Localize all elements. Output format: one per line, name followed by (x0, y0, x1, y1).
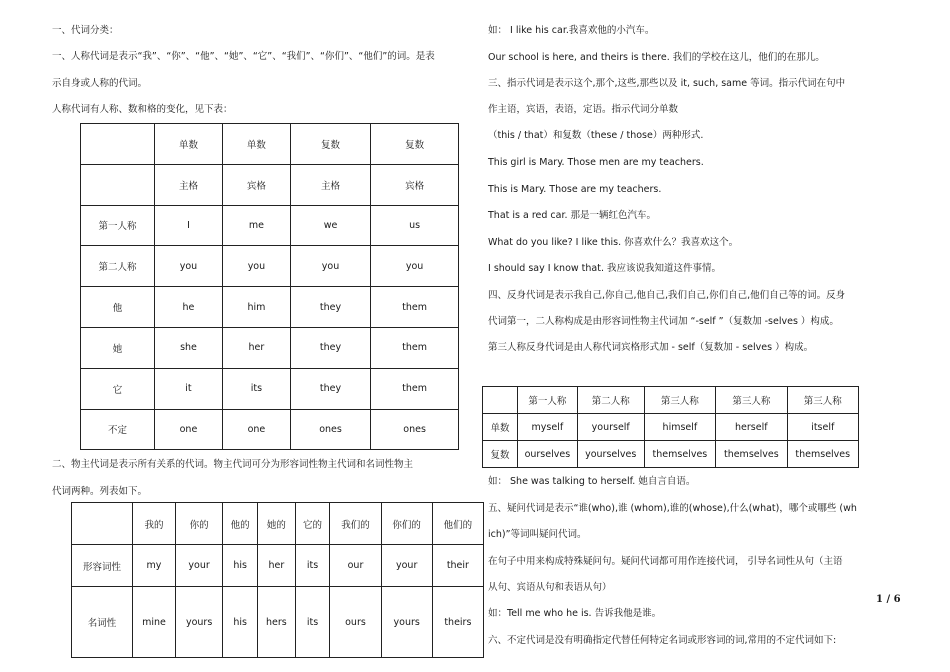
table-row (483, 441, 859, 468)
table-cell: 主格 (290, 164, 370, 205)
table-cell: 主格 (155, 164, 223, 205)
table-cell: it (155, 368, 223, 409)
table-cell: 我们的 (330, 503, 381, 545)
table-cell: one (222, 409, 290, 450)
table-cell: they (290, 368, 370, 409)
table-row (483, 414, 859, 441)
paragraph-personal-line-2: 示自身或人称的代词。 (52, 78, 148, 89)
table-cell: hers (258, 587, 296, 658)
table-cell: me (222, 205, 290, 246)
table-cell: 名词性 (72, 587, 133, 658)
table-cell: them (371, 327, 459, 368)
table-cell: ourselves (518, 441, 578, 468)
table-row (81, 164, 459, 205)
right-paragraph-line: What do you like? I like this. 你喜欢什么？我喜欢这个。 (488, 237, 739, 248)
table-cell: them (371, 287, 459, 328)
table-cell: 你的 (175, 503, 222, 545)
table-cell: yours (381, 587, 432, 658)
personal-pronoun-table (80, 123, 459, 450)
right-paragraph-line: 如：Tell me who he is. 告诉我他是谁。 (488, 608, 662, 619)
table-cell: we (290, 205, 370, 246)
right-paragraph-line: 如： I like his car.我喜欢他的小汽车。 (488, 25, 655, 36)
table-row (81, 205, 459, 246)
table-cell: himself (644, 414, 715, 441)
table-row (483, 387, 859, 414)
right-paragraph-line: 三、指示代词是表示这个,那个,这些,那些以及 it, such, same 等词。指示代词在句中 (488, 78, 846, 89)
table-cell: themselves (644, 441, 715, 468)
table-row (81, 246, 459, 287)
page-number: 1 / 6 (876, 594, 901, 605)
table-cell: yours (175, 587, 222, 658)
table-cell: mine (133, 587, 176, 658)
table-cell: 不定 (81, 409, 155, 450)
table-cell: 他们的 (432, 503, 483, 545)
right-paragraph-line: Our school is here, and theirs is there. 我们的学校在这儿，他们的在那儿。 (488, 52, 825, 63)
table-cell: 单数 (483, 414, 518, 441)
table-cell: she (155, 327, 223, 368)
right-paragraph-line: 第三人称反身代词是由人称代词宾格形式加 - self（复数加 - selves ）构成。 (488, 342, 814, 353)
table-cell: 单数 (155, 124, 223, 165)
table-cell: 它的 (295, 503, 330, 545)
right-paragraph-line: 代词第一，二人称构成是由形容词性物主代词加 “-self ”（复数加 -selves ）构成。 (488, 316, 839, 327)
table-cell: you (371, 246, 459, 287)
right-paragraph-line: 四、反身代词是表示我自己,你自己,他自己,我们自己,你们自己,他们自己等的词。反身 (488, 290, 846, 301)
table-cell: 第一人称 (518, 387, 578, 414)
table-cell (81, 164, 155, 205)
table-cell: they (290, 327, 370, 368)
table-cell: 第三人称 (716, 387, 787, 414)
table-cell: 它 (81, 368, 155, 409)
table-cell: 第三人称 (644, 387, 715, 414)
table-cell: 他的 (223, 503, 258, 545)
table-cell: 她的 (258, 503, 296, 545)
table-cell: ones (371, 409, 459, 450)
table-cell: 宾格 (222, 164, 290, 205)
table-cell: 第二人称 (81, 246, 155, 287)
table-cell: my (133, 545, 176, 587)
table-cell: 第一人称 (81, 205, 155, 246)
table-cell: 第二人称 (577, 387, 644, 414)
paragraph-possessive-line-2: 代词两种。列表如下。 (52, 486, 148, 497)
right-paragraph-line: 五、疑问代词是表示“谁(who),谁 (whom),谁的(whose),什么(what)，哪个或哪些 (wh (488, 503, 857, 514)
table-cell: 她 (81, 327, 155, 368)
table-cell: you (222, 246, 290, 287)
table-cell: 单数 (222, 124, 290, 165)
table-cell: themselves (716, 441, 787, 468)
table-cell: 复数 (483, 441, 518, 468)
table-cell: you (290, 246, 370, 287)
table-cell: his (223, 545, 258, 587)
possessive-pronoun-table (71, 502, 484, 658)
table-cell: her (222, 327, 290, 368)
table-cell: you (155, 246, 223, 287)
right-paragraph-line: 从句、宾语从句和表语从句） (488, 582, 612, 593)
table-cell: 你们的 (381, 503, 432, 545)
table-cell: I (155, 205, 223, 246)
table-cell: their (432, 545, 483, 587)
table-row (72, 545, 484, 587)
right-paragraph-line: 如： She was talking to herself. 她自言自语。 (488, 476, 696, 487)
table-cell: 复数 (371, 124, 459, 165)
table-cell: its (295, 545, 330, 587)
right-paragraph-line: （this / that）和复数（these / those）两种形式. (488, 130, 704, 141)
table-cell (81, 124, 155, 165)
table-cell: 宾格 (371, 164, 459, 205)
table-cell: he (155, 287, 223, 328)
paragraph-personal-line-3: 人称代词有人称、数和格的变化，见下表： (52, 104, 233, 115)
paragraph-personal-line-1: 一、人称代词是表示“我”、“你”、“他”、“她”、“它”、“我们”、“你们”、“他们”的词。是表 (52, 51, 435, 62)
table-row (81, 409, 459, 450)
table-cell: his (223, 587, 258, 658)
right-paragraph-line: I should say I know that. 我应该说我知道这件事情。 (488, 263, 722, 274)
right-paragraph-line: This girl is Mary. Those men are my teachers. (488, 157, 704, 168)
table-cell: her (258, 545, 296, 587)
table-cell: ones (290, 409, 370, 450)
table-row (81, 368, 459, 409)
right-paragraph-line: This is Mary. Those are my teachers. (488, 184, 662, 195)
table-cell: theirs (432, 587, 483, 658)
reflexive-pronoun-table (482, 386, 859, 468)
table-cell: themselves (787, 441, 858, 468)
table-cell: ours (330, 587, 381, 658)
table-cell: us (371, 205, 459, 246)
heading-pronoun-classes: 一、代词分类： (52, 25, 119, 36)
right-paragraph-line: 作主语，宾语，表语，定语。指示代词分单数 (488, 104, 679, 115)
table-cell: 形容词性 (72, 545, 133, 587)
table-cell: myself (518, 414, 578, 441)
table-cell: 他 (81, 287, 155, 328)
right-paragraph-line: ich)”等词叫疑问代词。 (488, 529, 587, 540)
table-cell: they (290, 287, 370, 328)
paragraph-possessive-line-1: 二、物主代词是表示所有关系的代词。物主代词可分为形容词性物主代词和名词性物主 (52, 459, 414, 470)
table-cell: yourself (577, 414, 644, 441)
table-cell: him (222, 287, 290, 328)
table-cell: yourselves (577, 441, 644, 468)
table-cell: our (330, 545, 381, 587)
table-row (72, 587, 484, 658)
table-cell: 我的 (133, 503, 176, 545)
table-cell: 第三人称 (787, 387, 858, 414)
table-cell (72, 503, 133, 545)
table-row (81, 327, 459, 368)
table-row (81, 124, 459, 165)
table-cell: your (175, 545, 222, 587)
table-cell: its (222, 368, 290, 409)
table-row (81, 287, 459, 328)
table-cell: them (371, 368, 459, 409)
table-cell: herself (716, 414, 787, 441)
right-paragraph-line: 在句子中用来构成特殊疑问句。疑问代词都可用作连接代词， 引导名词性从句（主语 (488, 556, 843, 567)
table-cell: 复数 (290, 124, 370, 165)
table-cell: itself (787, 414, 858, 441)
table-cell: your (381, 545, 432, 587)
table-cell (483, 387, 518, 414)
right-paragraph-line: 六、不定代词是没有明确指定代替任何特定名词或形容词的词,常用的不定代词如下: (488, 635, 837, 646)
table-cell: one (155, 409, 223, 450)
table-row (72, 503, 484, 545)
table-cell: its (295, 587, 330, 658)
right-paragraph-line: That is a red car. 那是一辆红色汽车。 (488, 210, 657, 221)
